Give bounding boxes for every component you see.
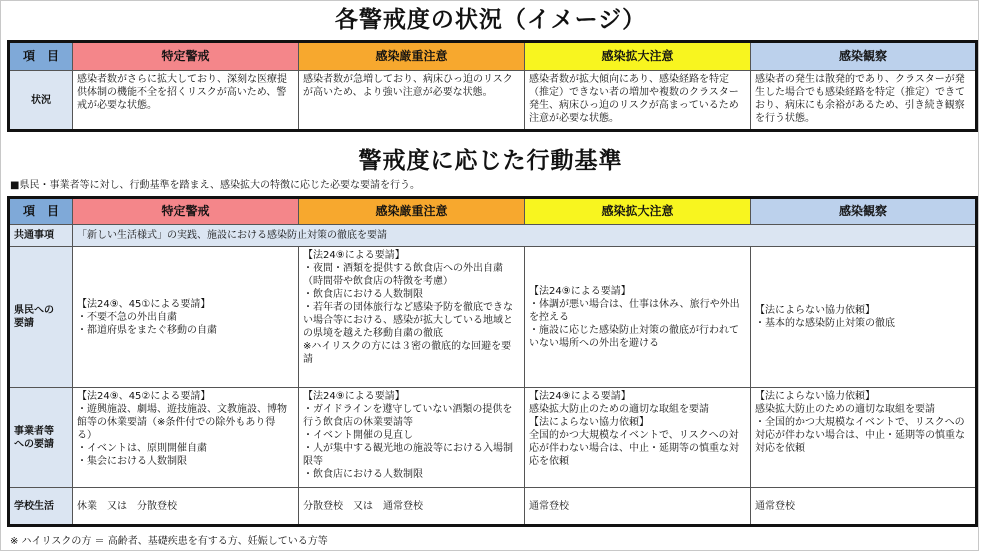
business-yellow: 【法24⑨による要請】 感染拡大防止のための適切な取組を要請 【法によらない協力依頼】 全国的かつ大規模なイベントで、リスクへの対応が伴わない場合は、中止・延期等の慎重な対応を依頼 bbox=[525, 388, 751, 488]
common-row bbox=[9, 225, 977, 247]
residents-label: 県民への 要請 bbox=[9, 247, 73, 388]
school-row bbox=[9, 488, 977, 526]
residents-orange: 【法24⑨による要請】 ・夜間・酒類を提供する飲食店への外出自粛（時間帯や飲食店の特徴を考慮） ・飲食店における人数制限 ・若年者の団体旅行など感染予防を徹底できない場合等における、感染が拡大している地域との県境を越えた移動自粛の徹底 ※ハイリスクの方には３密の徹底的な回避を要請 bbox=[299, 247, 525, 388]
header-tokutei-keikai: 特定警戒 bbox=[73, 42, 299, 71]
business-blue: 【法によらない協力依頼】 感染拡大防止のための適切な取組を要請 ・全国的かつ大規模なイベントで、リスクへの対応が伴わない場合は、中止・延期等の慎重な対応を依頼 bbox=[751, 388, 977, 488]
header-koumoku: 項 目 bbox=[9, 42, 73, 71]
header-koumoku: 項 目 bbox=[9, 198, 73, 225]
header-kakudai-chui: 感染拡大注意 bbox=[525, 198, 751, 225]
header-kansatsu: 感染観察 bbox=[751, 198, 977, 225]
status-row bbox=[9, 71, 977, 131]
residents-row bbox=[9, 247, 977, 388]
business-red: 【法24⑨、45②による要請】 ・遊興施設、劇場、遊技施設、文教施設、博物館等の休業要請（※条件付での除外もあり得る） ・イベントは、原則開催自粛 ・集会における人数制限 bbox=[73, 388, 299, 488]
status-blue: 感染者の発生は散発的であり、クラスターが発生した場合でも感染経路を特定（推定）できており、病床にも余裕があるため、引き続き観察を行う状態。 bbox=[751, 71, 977, 131]
residents-red: 【法24⑨、45①による要請】 ・不要不急の外出自粛 ・都道府県をまたぐ移動の自粛 bbox=[73, 247, 299, 388]
business-label: 事業者等 への要請 bbox=[9, 388, 73, 488]
common-text: 「新しい生活様式」の実践、施設における感染防止対策の徹底を要請 bbox=[73, 225, 977, 247]
footer-note: ※ ハイリスクの方 ＝ 高齢者、基礎疾患を有する方、妊娠している方等 bbox=[10, 536, 328, 547]
school-red: 休業 又は 分散登校 bbox=[73, 488, 299, 526]
status-orange: 感染者数が急増しており、病床ひっ迫のリスクが高いため、より強い注意が必要な状態。 bbox=[299, 71, 525, 131]
header-kakudai-chui: 感染拡大注意 bbox=[525, 42, 751, 71]
residents-blue: 【法によらない協力依頼】 ・基本的な感染防止対策の徹底 bbox=[751, 247, 977, 388]
school-blue: 通常登校 bbox=[751, 488, 977, 526]
common-label: 共通事項 bbox=[9, 225, 73, 247]
header-genju-chui: 感染厳重注意 bbox=[299, 42, 525, 71]
header-kansatsu: 感染観察 bbox=[751, 42, 977, 71]
school-orange: 分散登校 又は 通常登校 bbox=[299, 488, 525, 526]
business-row bbox=[9, 388, 977, 488]
action-note: ■県民・事業者等に対し、行動基準を踏まえ、感染拡大の特徴に応じた必要な要請を行う。 bbox=[10, 180, 421, 191]
action-title: 警戒度に応じた行動基準 bbox=[358, 148, 623, 174]
action-table bbox=[7, 196, 978, 527]
status-header-row bbox=[9, 42, 977, 71]
status-yellow: 感染者数が拡大傾向にあり、感染経路を特定（推定）できない者の増加や複数のクラスター発生、病床ひっ迫のリスクが高まっているため注意が必要な状態。 bbox=[525, 71, 751, 131]
status-label: 状況 bbox=[9, 71, 73, 131]
school-yellow: 通常登校 bbox=[525, 488, 751, 526]
status-red: 感染者数がさらに拡大しており、深刻な医療提供体制の機能不全を招くリスクが高いため、警戒が必要な状態。 bbox=[73, 71, 299, 131]
header-genju-chui: 感染厳重注意 bbox=[299, 198, 525, 225]
status-table bbox=[7, 40, 978, 132]
residents-yellow: 【法24⑨による要請】 ・体調が悪い場合は、仕事は休み、旅行や外出を控える ・施設に応じた感染防止対策の徹底が行われていない場所への外出を避ける bbox=[525, 247, 751, 388]
status-title: 各警戒度の状況（イメージ） bbox=[334, 7, 647, 33]
action-header-row bbox=[9, 198, 977, 225]
school-label: 学校生活 bbox=[9, 488, 73, 526]
header-tokutei-keikai: 特定警戒 bbox=[73, 198, 299, 225]
business-orange: 【法24⑨による要請】 ・ガイドラインを遵守していない酒類の提供を行う飲食店の休業要請等 ・イベント開催の見直し ・人が集中する観光地の施設等における入場制限等 ・飲食店における人数制限 bbox=[299, 388, 525, 488]
